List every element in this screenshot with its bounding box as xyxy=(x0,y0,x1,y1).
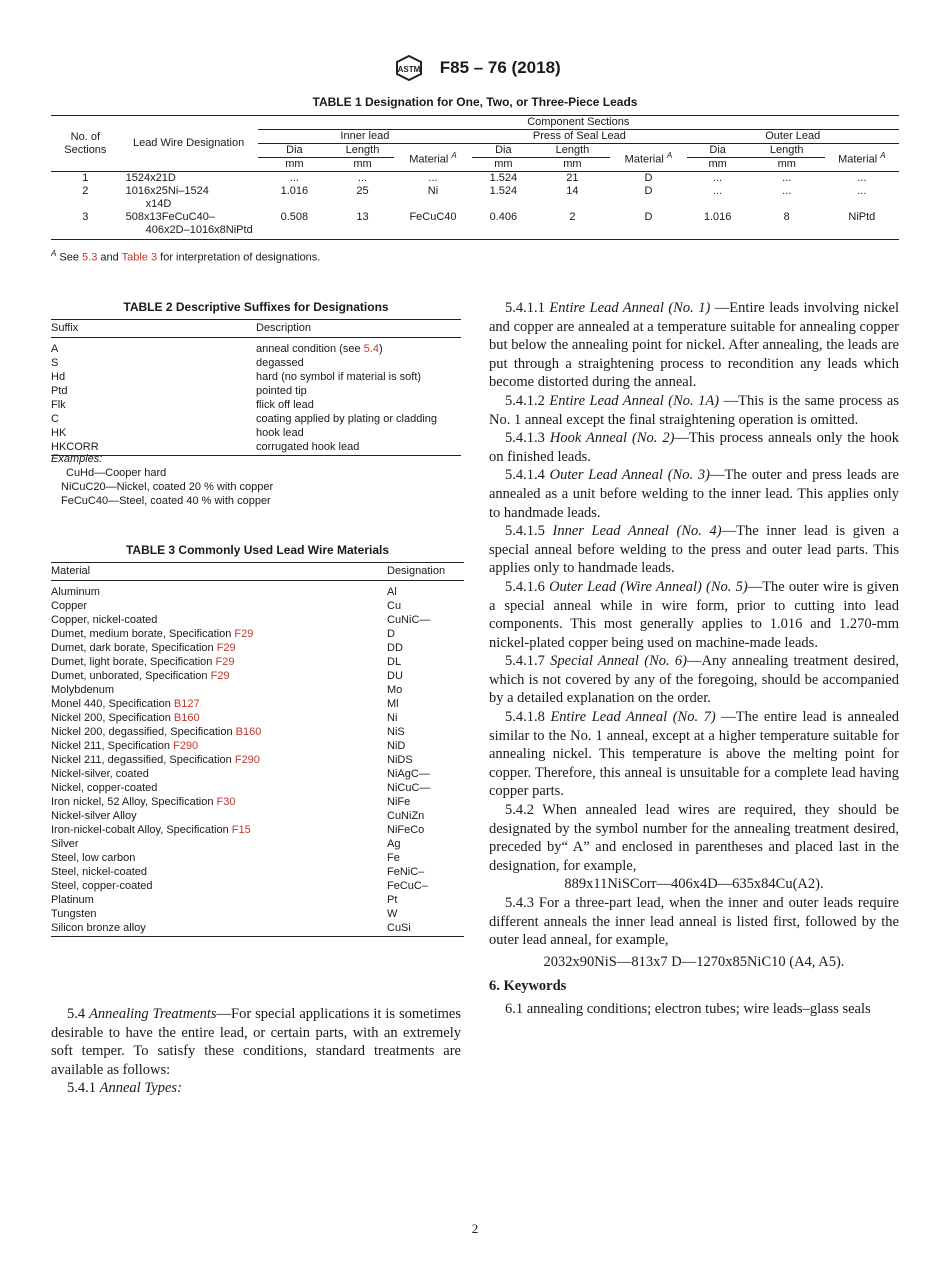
col-description: Description xyxy=(256,320,461,338)
col-designation: Designation xyxy=(387,563,464,581)
table-row: Steel, nickel-coated FeNiC– xyxy=(51,866,425,878)
para-5-4: 5.4 Annealing Treatments—For special applications it is sometimes desirable to have the entire lead, or certain parts, with an extremely soft temper. To satisfy these conditions, standard treatments are available as follows: xyxy=(51,1006,462,1078)
table-row: Silicon bronze alloy CuSi xyxy=(51,921,464,937)
unit-mm: mm xyxy=(749,158,825,172)
para-5-4-2: 5.4.2 When annealed lead wires are required, they should be designated by the symbol number for the annealing treatment desired, preceded by“ A” and enclosed in parentheses and placed last in the designation, for example, xyxy=(489,802,899,874)
table-row: 1 1524x21D ... ... ... 1.524 21 D ... ... ... xyxy=(82,172,867,184)
para-5-4-1: 5.4.1 Anneal Types: xyxy=(67,1080,182,1097)
col-material: Material $^A$ xyxy=(825,144,899,172)
col-dia: Dia xyxy=(472,144,534,158)
table-row: Dumet, medium borate, Specification F29 D xyxy=(51,628,395,640)
spec-ref-link[interactable]: F30 xyxy=(216,796,236,808)
section-heading-keywords: 6. Keywords xyxy=(489,978,567,995)
table-row: Platinum Pt xyxy=(51,894,398,906)
table1-footnote: $^A$ See 5.3 and Table 3 for interpretation of designations. xyxy=(51,249,321,264)
table-row: Hd hard (no symbol if material is soft) xyxy=(51,371,422,383)
col-length: Length xyxy=(331,144,394,158)
table1 xyxy=(51,115,899,240)
spec-ref-link[interactable]: B127 xyxy=(173,698,200,710)
col-press-seal: Press of Seal Lead xyxy=(472,130,686,144)
table1-title: TABLE 1 Designation for One, Two, or Three-Piece Leads xyxy=(312,95,638,109)
unit-mm: mm xyxy=(534,158,610,172)
col-material: Material $^A$ xyxy=(394,144,472,172)
table-row: C coating applied by plating or cladding xyxy=(51,413,438,425)
table-row: 2 1016x25Ni–1524 x14D 1.016 25 Ni 1.524 14 D ... ... ... xyxy=(82,185,867,210)
spec-ref-link[interactable]: F29 xyxy=(215,656,235,668)
para-5-4-1-2: 5.4.1.2 Entire Lead Anneal (No. 1A) —This is the same process as No. 1 anneal except the final straightening operation is omitted. xyxy=(489,392,900,428)
spec-ref-link[interactable]: F290 xyxy=(234,754,260,766)
col-component-sections: Component Sections xyxy=(258,116,899,130)
table-row: Ptd pointed tip xyxy=(51,385,307,397)
table-row: Silver Ag xyxy=(51,838,401,850)
unit-mm: mm xyxy=(331,158,394,172)
example-5-4-2: 889x11NiSCorr—406x4D—635x84Cu(A2). xyxy=(564,876,824,893)
col-dia: Dia xyxy=(687,144,749,158)
table-row: Iron-nickel-cobalt Alloy, Specification F15 NiFeCo xyxy=(51,824,425,836)
table-row: Molybdenum Mo xyxy=(51,684,403,696)
para-5-4-1-8: 5.4.1.8 Entire Lead Anneal (No. 7) —The entire lead is annealed similar to the No. 1 anneal, except at a higher temperature suitable for annealing nickel. This temperature is above the melting point for copper. Therefore, this anneal is unsuitable for a complete lead having copper parts. xyxy=(489,709,900,800)
standard-code: F85 – 76 (2018) xyxy=(439,58,561,77)
spec-ref-link[interactable]: F29 xyxy=(210,670,230,682)
table-row: Tungsten W xyxy=(51,908,398,920)
col-length: Length xyxy=(534,144,610,158)
table-row: Copper Cu xyxy=(51,600,402,612)
table-row: Nickel 211, Specification F290 NiD xyxy=(51,740,406,752)
table-row: Nickel 211, degassified, Specification F290 NiDS xyxy=(51,754,413,766)
ref-link-table3[interactable]: Table 3 xyxy=(121,251,158,264)
spec-ref-link[interactable]: F29 xyxy=(216,642,236,654)
spec-ref-link[interactable]: F29 xyxy=(234,628,254,640)
ref-link-5-3[interactable]: 5.3 xyxy=(82,251,98,264)
astm-logo-icon xyxy=(389,54,429,82)
ref-link-5-4[interactable]: 5.4 xyxy=(363,343,379,355)
table-row: Iron nickel, 52 Alloy, Specification F30 NiFe xyxy=(51,796,411,808)
spec-ref-link[interactable]: F15 xyxy=(231,824,251,836)
spec-ref-link[interactable]: B160 xyxy=(173,712,200,724)
table2-examples: Examples: CuHd—Cooper hard NiCuC20—Nickel, coated 20 % with copper FeCuC40—Steel, coated 40 % with copper xyxy=(51,453,274,507)
col-material: Material $^A$ xyxy=(610,144,686,172)
table-row: Nickel, copper-coated NiCuC— xyxy=(51,782,431,794)
table-row: Nickel-silver Alloy CuNiZn xyxy=(51,810,425,822)
col-inner-lead: Inner lead xyxy=(258,130,473,144)
col-no-sections: No. of Sections xyxy=(51,116,120,172)
table-row: Nickel 200, degassified, Specification B160 NiS xyxy=(51,726,405,738)
table-row: A anneal condition (see 5.4) xyxy=(51,343,383,355)
table-row: 3 508x13FeCuC40– 406x2D–1016x8NiPtd 0.508 13 FeCuC40 0.406 2 D 1.016 8 NiPtd xyxy=(51,211,899,240)
table2 xyxy=(51,319,461,456)
table-row: Steel, copper-coated FeCuC– xyxy=(51,880,428,892)
svg-text:ASTM: ASTM xyxy=(397,65,421,74)
table-row: Dumet, dark borate, Specification F29 DD xyxy=(51,642,403,654)
col-suffix: Suffix xyxy=(51,320,256,338)
table-row: Copper, nickel-coated CuNiC— xyxy=(51,614,431,626)
col-outer-lead: Outer Lead xyxy=(687,130,899,144)
page-number: 2 xyxy=(471,1221,479,1236)
table2-title: TABLE 2 Descriptive Suffixes for Designations xyxy=(123,300,389,314)
para-5-4-1-3: 5.4.1.3 Hook Anneal (No. 2)—This process anneals only the hook on finished leads. xyxy=(489,430,899,465)
unit-mm: mm xyxy=(472,158,534,172)
table-row: Aluminum Al xyxy=(51,586,397,598)
para-6-1: 6.1 annealing conditions; electron tubes; wire leads–glass seals xyxy=(505,1000,871,1017)
para-5-4-1-5: 5.4.1.5 Inner Lead Anneal (No. 4)—The inner lead is given a special anneal before welding to the press and outer lead parts. This applies only to handmade leads. xyxy=(489,523,900,577)
table-row: HKCORR corrugated hook lead xyxy=(51,440,461,456)
table-row: Flk flick off lead xyxy=(51,399,314,411)
spec-ref-link[interactable]: B160 xyxy=(235,726,262,738)
para-5-4-1-4: 5.4.1.4 Outer Lead Anneal (No. 3)—The outer and press leads are annealed as a unit before welding to the inner lead. This applies only to handmade leads. xyxy=(489,467,899,521)
col-dia: Dia xyxy=(258,144,332,158)
unit-mm: mm xyxy=(687,158,749,172)
table-row: S degassed xyxy=(51,357,304,369)
right-column-text xyxy=(489,299,899,1019)
table3 xyxy=(51,562,464,937)
col-material: Material xyxy=(51,563,387,581)
left-column-text xyxy=(51,1005,461,1098)
para-5-4-1-7: 5.4.1.7 Special Anneal (No. 6)—Any annealing treatment desired, which is not covered by any of the foregoing, should be accompanied by a detailed explanation on the order. xyxy=(489,653,899,707)
table3-title: TABLE 3 Commonly Used Lead Wire Materials xyxy=(125,543,390,557)
table-row: HK hook lead xyxy=(51,427,304,439)
page-header xyxy=(0,54,950,84)
spec-ref-link[interactable]: F290 xyxy=(173,740,199,752)
table-row: Monel 440, Specification B127 Ml xyxy=(51,698,399,710)
para-5-4-1-6: 5.4.1.6 Outer Lead (Wire Anneal) (No. 5)—The outer wire is given a special anneal while in wire form, prior to cutting into lead components. This most generally applies to 1.016 and 1.270-mm nickel-plated copper being used on machine-made leads. xyxy=(489,578,899,651)
table-row: Nickel-silver, coated NiAgC— xyxy=(51,768,430,780)
col-lead-wire: Lead Wire Designation xyxy=(120,116,258,172)
table-row: Steel, low carbon Fe xyxy=(51,852,400,864)
unit-mm: mm xyxy=(258,158,332,172)
para-5-4-3: 5.4.3 For a three-part lead, when the inner and outer leads require different anneals the inner lead anneal is listed first, followed by the outer lead anneal, for example, xyxy=(489,895,899,949)
table-row: Dumet, unborated, Specification F29 DU xyxy=(51,670,403,682)
para-5-4-1-1: 5.4.1.1 Entire Lead Anneal (No. 1) —Entire leads involving nickel and copper are annealed at a temperature suitable for annealing copper but below the annealing point for nickel. After annealing, the leads are put through a straightening process to recondition any leads which become distorted during the anneal. xyxy=(489,300,900,391)
example-5-4-3: 2032x90NiS—813x7 D—1270x85NiC10 (A4, A5). xyxy=(543,953,845,970)
col-length: Length xyxy=(749,144,825,158)
table-row: Nickel 200, Specification B160 Ni xyxy=(51,712,398,724)
table-row: Dumet, light borate, Specification F29 DL xyxy=(51,656,402,668)
